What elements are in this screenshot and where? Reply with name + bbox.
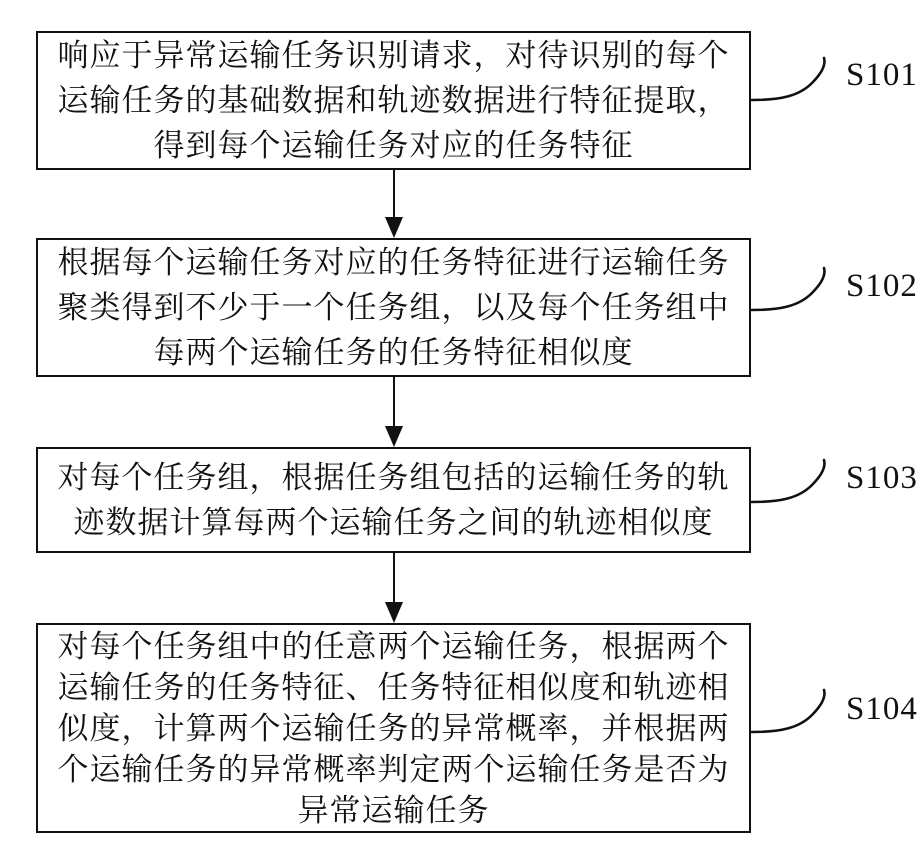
arrow-head-icon: [385, 217, 403, 238]
step-text-line: 得到每个运输任务对应的任务特征: [153, 128, 634, 163]
step-label-s102: S102: [846, 268, 918, 304]
flow-arrow-2: [0, 377, 924, 447]
step-box-s102: [36, 238, 751, 377]
step-text-line: 对每个任务组中的任意两个运输任务，根据两个: [57, 628, 730, 664]
step-box-s101: [36, 31, 751, 170]
step-text-line: 运输任务的基础数据和轨迹数据进行特征提取，: [57, 83, 730, 118]
reference-curve-s101: [751, 56, 843, 104]
step-text-line: 似度，计算两个运输任务的异常概率，并根据两: [57, 710, 730, 746]
step-box-s104: [36, 623, 751, 833]
step-text-line: 迹数据计算每两个运输任务之间的轨迹相似度: [73, 505, 714, 540]
flow-arrow-3: [0, 553, 924, 623]
step-text-line: 聚类得到不少于一个任务组，以及每个任务组中: [57, 290, 730, 325]
step-text-line: 响应于异常运输任务识别请求，对待识别的每个: [57, 38, 730, 73]
step-text-line: 对每个任务组，根据任务组包括的运输任务的轨: [57, 460, 730, 495]
step-label-s103: S103: [846, 460, 918, 496]
step-label-s104: S104: [846, 691, 918, 727]
step-text-line: 根据每个运输任务对应的任务特征进行运输任务: [57, 245, 730, 280]
reference-curve-s102: [751, 266, 843, 314]
step-label-s101: S101: [846, 57, 918, 93]
arrow-head-icon: [385, 426, 403, 447]
arrow-shaft: [393, 377, 395, 429]
step-text-line: 个运输任务的异常概率判定两个运输任务是否为: [57, 751, 730, 787]
step-box-s103: [36, 447, 751, 553]
step-text-line: 每两个运输任务的任务特征相似度: [153, 335, 634, 370]
step-text-line: 运输任务的任务特征、任务特征相似度和轨迹相: [57, 669, 730, 705]
arrow-shaft: [393, 170, 395, 220]
arrow-head-icon: [385, 602, 403, 623]
reference-curve-s103: [751, 458, 843, 506]
flow-arrow-1: [0, 170, 924, 238]
arrow-shaft: [393, 553, 395, 605]
step-text-line: 异常运输任务: [297, 792, 490, 828]
reference-curve-s104: [751, 688, 843, 736]
